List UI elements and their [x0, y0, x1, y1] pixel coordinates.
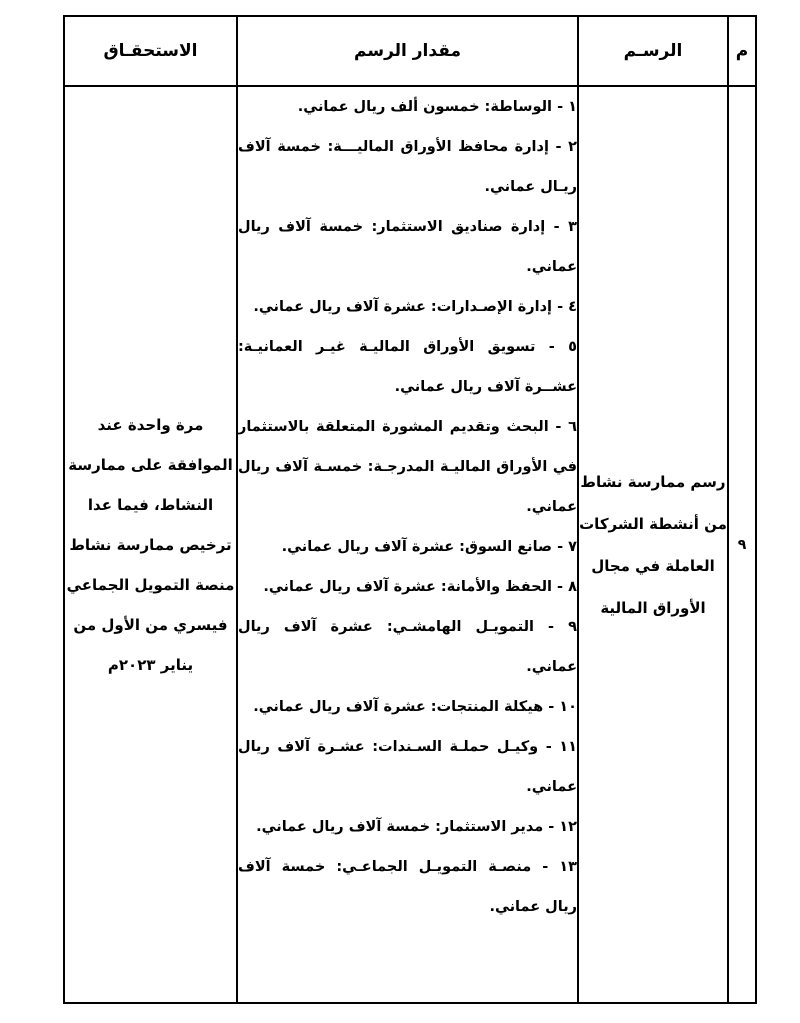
- header-due: الاستحقـاق: [64, 16, 237, 86]
- fees-table: [63, 15, 757, 1004]
- fee-name-cell: رسم ممارسة نشاط من أنشطة الشركات العاملة في مجال الأوراق المالية: [578, 86, 728, 1003]
- amount-item: ١٠ - هيكلة المنتجات: عشرة آلاف ريال عماني.: [253, 699, 577, 715]
- amount-item: ٤ - إدارة الإصـدارات: عشرة آلاف ريال عماني.: [253, 299, 577, 315]
- header-amount: مقدار الرسم: [237, 16, 578, 86]
- table-row: [64, 86, 756, 1003]
- amount-item: ٧ - صانع السوق: عشرة آلاف ريال عماني.: [281, 539, 577, 555]
- amount-item: ٢ - إدارة محافظ الأوراق الماليـــة: خمسة آلاف ريـال عماني.: [238, 139, 577, 195]
- amount-item: ٣ - إدارة صناديق الاستثمار: خمسة آلاف ريال عماني.: [238, 219, 577, 275]
- amount-item: ٨ - الحفظ والأمانة: عشرة آلاف ريال عماني.: [263, 579, 577, 595]
- amount-item: ٩ - التمويـل الهامشـي: عشرة آلاف ريال عماني.: [238, 619, 577, 675]
- amount-item: ١ - الوساطة: خمسون ألف ريال عماني.: [297, 99, 577, 115]
- amount-item: ١٣ - منصـة التمويـل الجماعـي: خمسة آلاف ريال عماني.: [238, 859, 577, 915]
- row-number: ٩: [728, 86, 756, 1003]
- header-fee: الرسـم: [578, 16, 728, 86]
- due-cell: مرة واحدة عند الموافقة على ممارسة النشاط، فيما عدا ترخيص ممارسة نشاط منصة التمويل الجماعي فيسري من الأول من يناير ٢٠٢٣م: [64, 86, 237, 1003]
- amount-item: ٦ - البحث وتقديم المشورة المتعلقة بالاستثمار في الأوراق الماليـة المدرجـة: خمسـة آلاف ريال عماني.: [238, 419, 577, 515]
- header-number: م: [728, 16, 756, 86]
- amounts-cell: [237, 86, 578, 1003]
- amount-item: ١١ - وكيـل حملـة السـندات: عشـرة آلاف ريال عماني.: [238, 739, 577, 795]
- amount-item: ١٢ - مدير الاستثمار: خمسة آلاف ريال عماني.: [256, 819, 577, 835]
- table-header-row: [64, 16, 756, 86]
- amount-item: ٥ - تسويق الأوراق الماليـة غيـر العمانيـة: عشــرة آلاف ريال عماني.: [238, 339, 577, 395]
